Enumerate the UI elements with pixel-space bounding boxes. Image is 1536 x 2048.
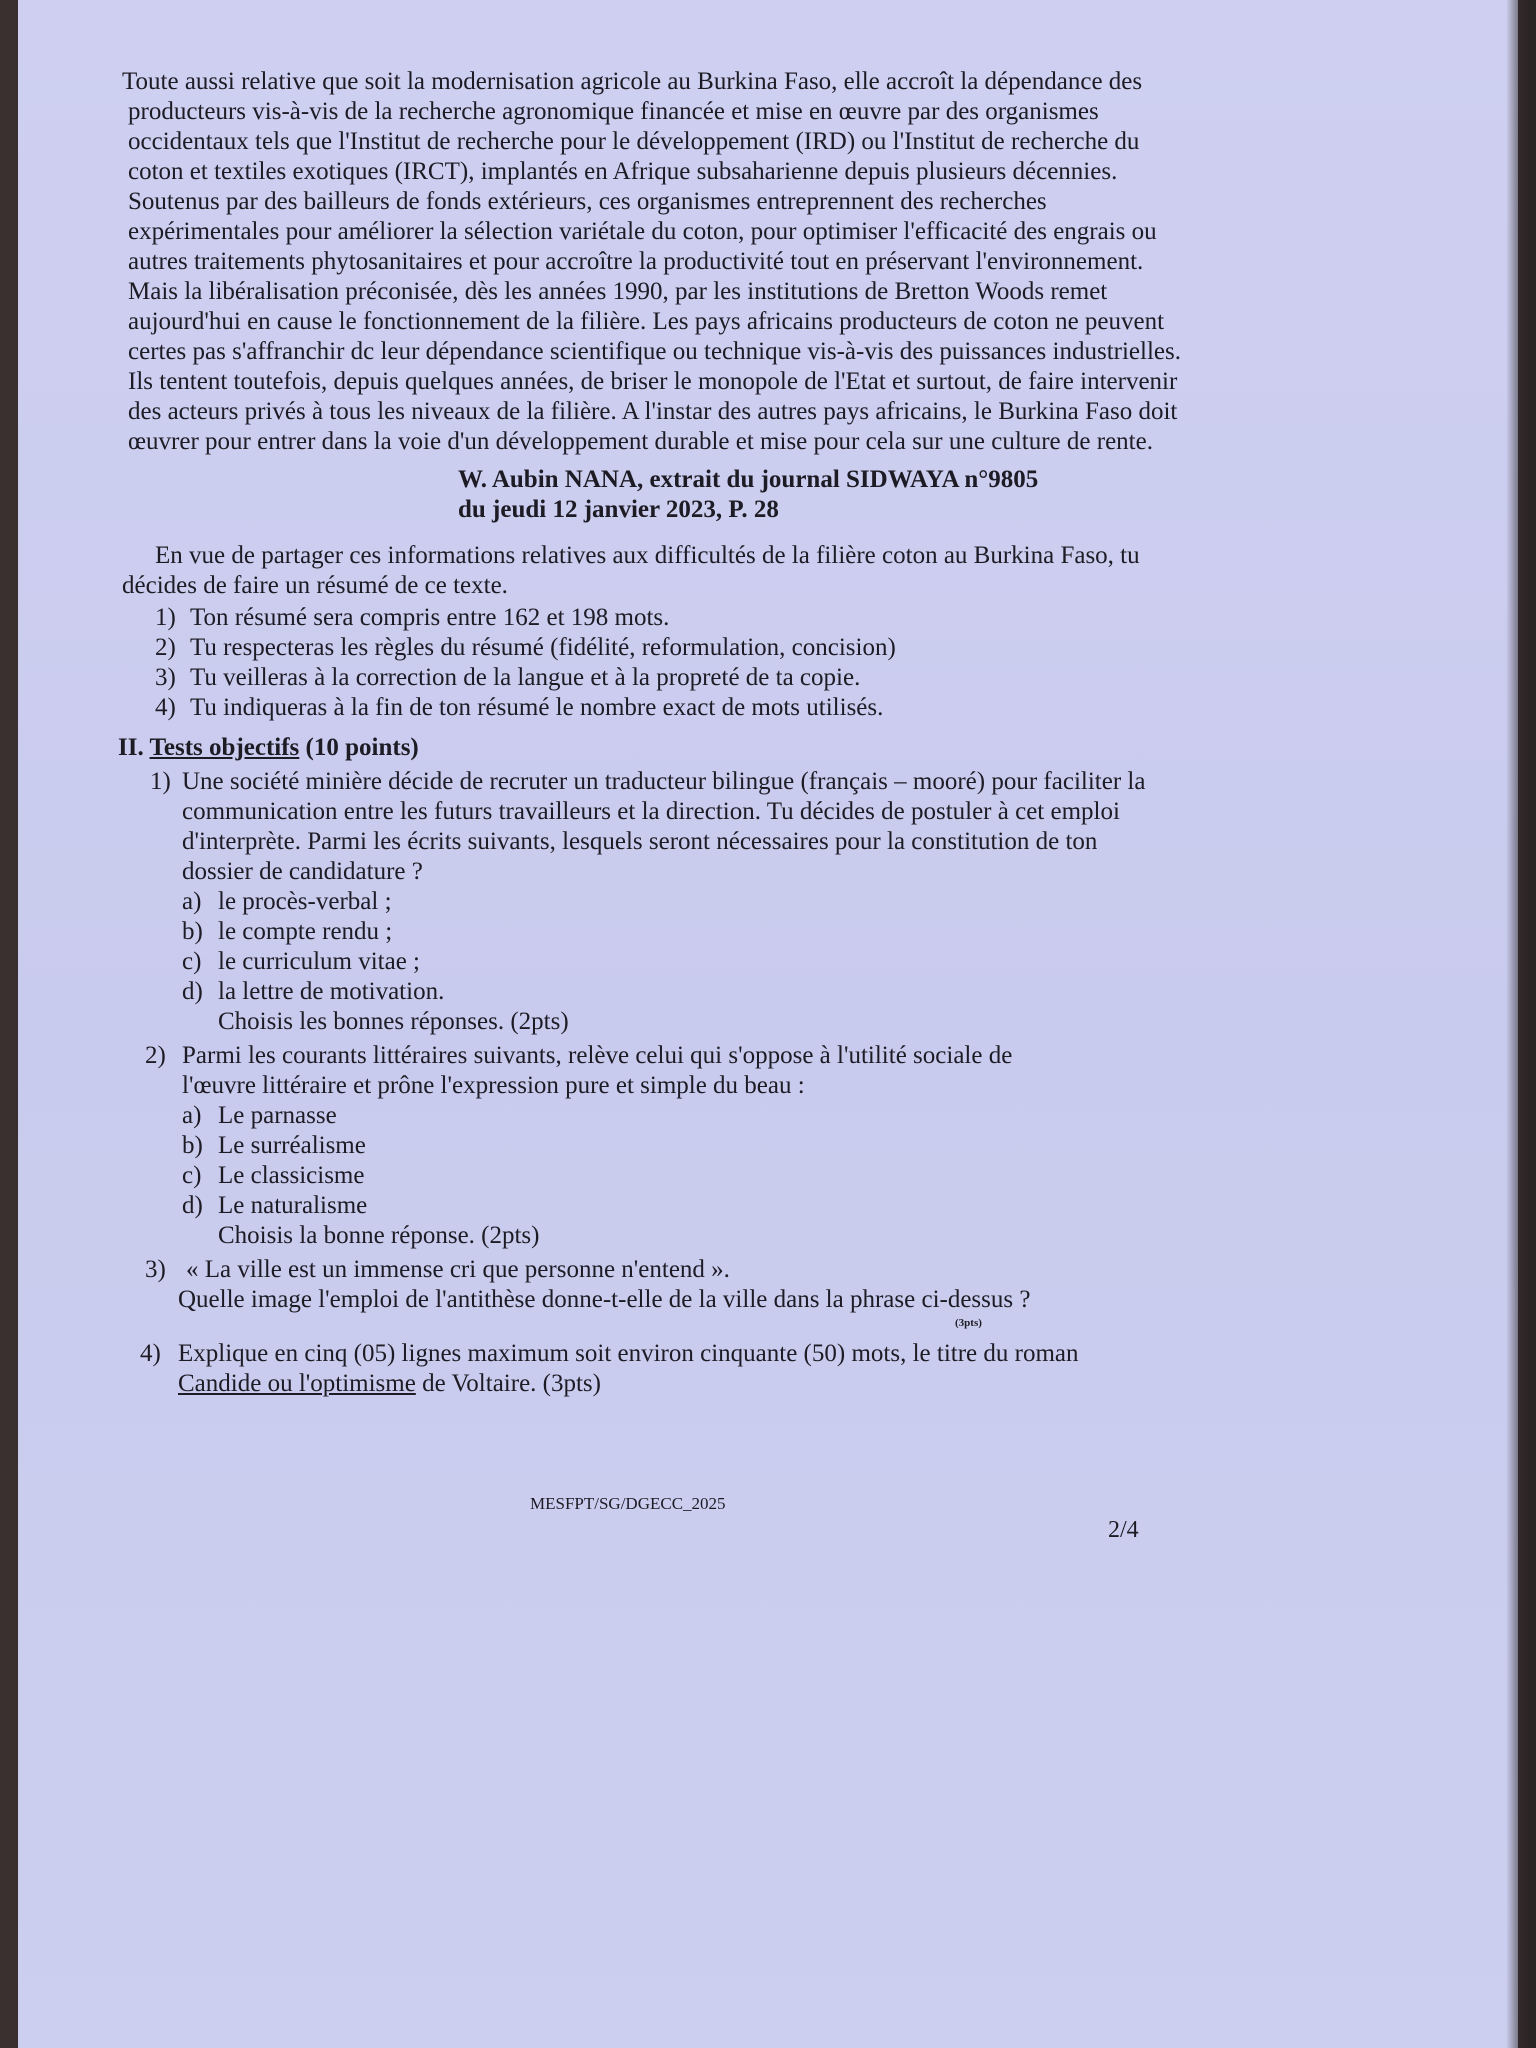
passage-line: Ils tentent toutefois, depuis quelques années, de briser le monopole de l'Etat et surtout, de faire intervenir: [128, 368, 1178, 395]
q1-option-text: le procès-verbal ;: [218, 888, 392, 915]
q1-number: 1): [150, 768, 171, 795]
section-title: Tests objectifs: [149, 734, 300, 761]
q1-option-text: la lettre de motivation.: [218, 978, 445, 1005]
instruction-line-1: En vue de partager ces informations relatives aux difficultés de la filière coton au Burkina Faso, tu: [155, 542, 1140, 569]
source-line-2: du jeudi 12 janvier 2023, P. 28: [458, 496, 779, 523]
passage-line: œuvrer pour entrer dans la voie d'un développement durable et mise pour cela sur une culture de rente.: [128, 428, 1153, 455]
instruction-item-text: Tu respecteras les règles du résumé (fidélité, reformulation, concision): [190, 634, 896, 661]
q4-line-2: [178, 1370, 601, 1398]
page-number: 2/4: [1108, 1517, 1139, 1543]
q1-option-text: le curriculum vitae ;: [218, 948, 421, 975]
q2-line: l'œuvre littéraire et prône l'expression pure et simple du beau :: [182, 1072, 805, 1099]
section-number: II.: [118, 734, 144, 761]
q4-line-1: Explique en cinq (05) lignes maximum soit environ cinquante (50) mots, le titre du roman: [178, 1340, 1079, 1367]
q1-line: communication entre les futurs travailleurs et la direction. Tu décides de postuler à cet emploi: [182, 798, 1120, 825]
passage-line: producteurs vis-à-vis de la recherche agronomique financée et mise en œuvre par des organismes: [128, 98, 1099, 125]
background-edge: [1506, 0, 1536, 2048]
footer-code: MESFPT/SG/DGECC_2025: [530, 1494, 726, 1513]
passage-line: des acteurs privés à tous les niveaux de la filière. A l'instar des autres pays africains, le Burkina Faso doit: [128, 398, 1178, 425]
q1-option-letter: d): [182, 978, 203, 1005]
q4-rest: de Voltaire. (3pts): [415, 1370, 601, 1397]
passage-line: aujourd'hui en cause le fonctionnement de la filière. Les pays africains producteurs de coton ne peuvent: [128, 308, 1165, 335]
q4-number: 4): [140, 1340, 161, 1367]
passage-line: Toute aussi relative que soit la modernisation agricole au Burkina Faso, elle accroît la dépendance des: [122, 68, 1143, 95]
q1-option-text: le compte rendu ;: [218, 918, 393, 945]
q2-option-text: Le parnasse: [218, 1102, 337, 1129]
instruction-item-text: Ton résumé sera compris entre 162 et 198 mots.: [190, 604, 670, 631]
q3-quote: « La ville est un immense cri que personne n'entend ».: [186, 1256, 730, 1283]
source-line-1: W. Aubin NANA, extrait du journal SIDWAYA n°9805: [458, 466, 1039, 493]
q1-line: d'interprète. Parmi les écrits suivants, lesquels seront nécessaires pour la constitution de ton: [182, 828, 1098, 855]
q2-option-letter: b): [182, 1132, 203, 1159]
q1-instruction: Choisis les bonnes réponses. (2pts): [218, 1008, 569, 1035]
passage-line: occidentaux tels que l'Institut de recherche pour le développement (IRD) ou l'Institut de recherche du: [128, 128, 1140, 155]
instruction-item-number: 2): [155, 634, 176, 661]
instruction-item-number: 4): [155, 694, 176, 721]
section-heading: [118, 734, 419, 762]
q1-option-letter: b): [182, 918, 203, 945]
instruction-item-number: 3): [155, 664, 176, 691]
q2-option-text: Le naturalisme: [218, 1192, 368, 1219]
q1-line: Une société minière décide de recruter un traducteur bilingue (français – mooré) pour faciliter la: [182, 768, 1146, 795]
novel-title: Candide ou l'optimisme: [178, 1370, 416, 1397]
q2-instruction: Choisis la bonne réponse. (2pts): [218, 1222, 540, 1249]
q2-option-text: Le surréalisme: [218, 1132, 366, 1159]
instruction-item-text: Tu indiqueras à la fin de ton résumé le nombre exact de mots utilisés.: [190, 694, 884, 721]
q1-option-letter: c): [182, 948, 202, 975]
q2-option-letter: c): [182, 1162, 202, 1189]
q2-option-text: Le classicisme: [218, 1162, 365, 1189]
instruction-item-number: 1): [155, 604, 176, 631]
instruction-line-2: décides de faire un résumé de ce texte.: [122, 572, 508, 599]
q3-number: 3): [145, 1256, 166, 1283]
q2-line: Parmi les courants littéraires suivants, relève celui qui s'oppose à l'utilité sociale de: [182, 1042, 1013, 1069]
passage-line: certes pas s'affranchir dc leur dépendance scientifique ou technique vis-à-vis des puissances industrielles.: [128, 338, 1181, 365]
passage-line: Soutenus par des bailleurs de fonds extérieurs, ces organismes entreprennent des recherches: [128, 188, 1047, 215]
q2-option-letter: d): [182, 1192, 203, 1219]
q2-number: 2): [145, 1042, 166, 1069]
q1-line: dossier de candidature ?: [182, 858, 423, 885]
instruction-item-text: Tu veilleras à la correction de la langue et à la propreté de ta copie.: [190, 664, 861, 691]
q2-option-letter: a): [182, 1102, 202, 1129]
passage-line: expérimentales pour améliorer la sélection variétale du coton, pour optimiser l'efficacité des engrais ou: [128, 218, 1157, 245]
passage-line: coton et textiles exotiques (IRCT), implantés en Afrique subsaharienne depuis plusieurs décennies.: [128, 158, 1118, 185]
q3-points: (3pts): [955, 1317, 982, 1329]
q3-question: Quelle image l'emploi de l'antithèse donne-t-elle de la ville dans la phrase ci-dessus ?: [178, 1286, 1031, 1313]
q1-option-letter: a): [182, 888, 202, 915]
section-points: (10 points): [305, 734, 419, 761]
passage-line: Mais la libéralisation préconisée, dès les années 1990, par les institutions de Bretton Woods remet: [128, 278, 1108, 305]
passage-line: autres traitements phytosanitaires et pour accroître la productivité tout en préservant l'environnement.: [128, 248, 1144, 275]
